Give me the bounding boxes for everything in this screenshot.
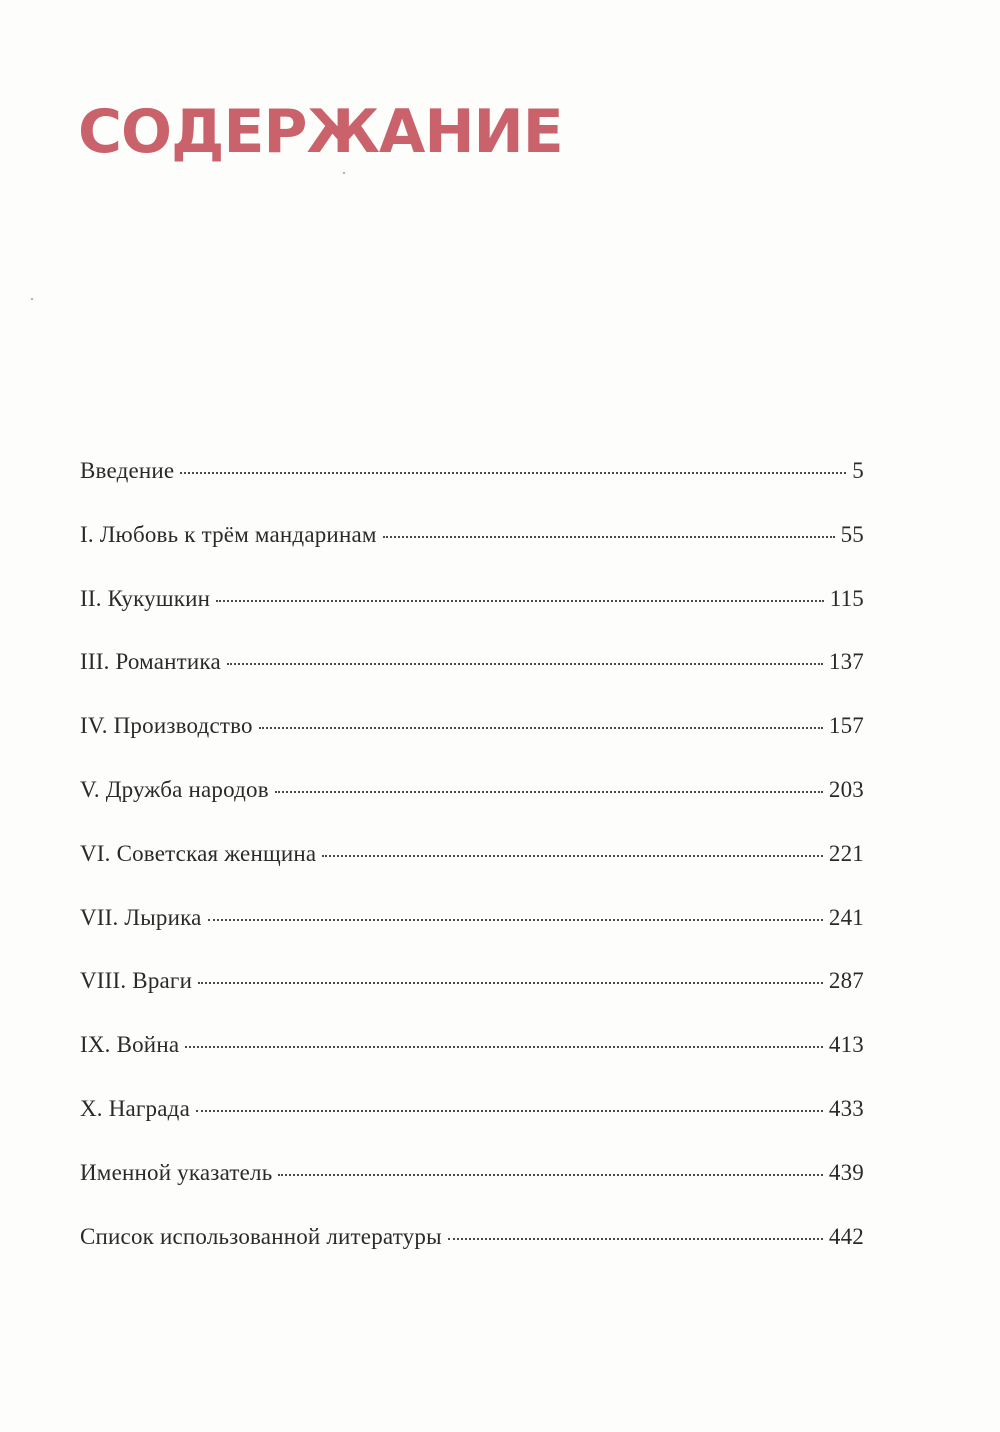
toc-entry-page: 241 <box>828 904 864 930</box>
toc-entry-label: VII. Лырика <box>80 904 202 930</box>
toc-entry-page: 442 <box>828 1223 864 1249</box>
toc-entry <box>80 1160 864 1224</box>
dot-leader <box>322 855 823 857</box>
page-title: СОДЕРЖАНИЕ <box>78 97 563 167</box>
toc-entry-page: 413 <box>828 1032 864 1058</box>
toc-entry-page: 439 <box>828 1159 864 1185</box>
toc-entry-label: V. Дружба народов <box>80 776 269 802</box>
toc-entry <box>80 1224 864 1288</box>
toc-entry <box>80 522 864 586</box>
dot-leader <box>275 791 823 793</box>
paper-speck <box>31 298 33 300</box>
table-of-contents <box>80 458 864 1287</box>
toc-entry <box>80 1096 864 1160</box>
toc-entry <box>80 458 864 522</box>
toc-entry-page: 157 <box>828 713 864 739</box>
dot-leader <box>180 472 846 474</box>
toc-entry-page: 5 <box>852 458 864 483</box>
dot-leader <box>448 1238 823 1240</box>
toc-entry-label: X. Награда <box>80 1095 190 1121</box>
toc-entry <box>80 713 864 777</box>
toc-entry <box>80 586 864 650</box>
toc-entry-label: IX. Война <box>80 1032 180 1058</box>
paper-speck <box>343 172 345 174</box>
toc-entry-page: 137 <box>828 649 864 675</box>
dot-leader <box>216 600 824 602</box>
toc-entry-label: Список использованной литературы <box>80 1223 442 1249</box>
dot-leader <box>259 727 823 729</box>
toc-entry <box>80 1032 864 1096</box>
dot-leader <box>383 536 835 538</box>
dot-leader <box>198 982 823 984</box>
toc-entry-page: 55 <box>840 521 864 547</box>
toc-entry-label: Введение <box>80 458 175 483</box>
toc-entry-label: VIII. Враги <box>80 968 193 994</box>
toc-entry <box>80 905 864 969</box>
toc-entry-page: 221 <box>828 840 864 866</box>
toc-entry-page: 433 <box>828 1095 864 1121</box>
toc-entry <box>80 649 864 713</box>
toc-entry <box>80 968 864 1032</box>
toc-entry-label: I. Любовь к трём мандаринам <box>80 521 377 547</box>
toc-entry-page: 287 <box>828 968 864 994</box>
toc-entry-label: Именной указатель <box>80 1159 273 1185</box>
dot-leader <box>208 919 823 921</box>
toc-entry <box>80 841 864 905</box>
dot-leader <box>227 663 823 665</box>
toc-entry-label: VI. Советская женщина <box>80 840 317 866</box>
dot-leader <box>196 1110 823 1112</box>
toc-entry-page: 203 <box>828 776 864 802</box>
toc-entry-label: II. Кукушкин <box>80 585 211 611</box>
toc-entry-label: III. Романтика <box>80 649 221 675</box>
dot-leader <box>278 1174 822 1176</box>
dot-leader <box>185 1046 823 1048</box>
toc-entry-page: 115 <box>829 585 864 611</box>
toc-entry <box>80 777 864 841</box>
toc-entry-label: IV. Производство <box>80 713 253 739</box>
